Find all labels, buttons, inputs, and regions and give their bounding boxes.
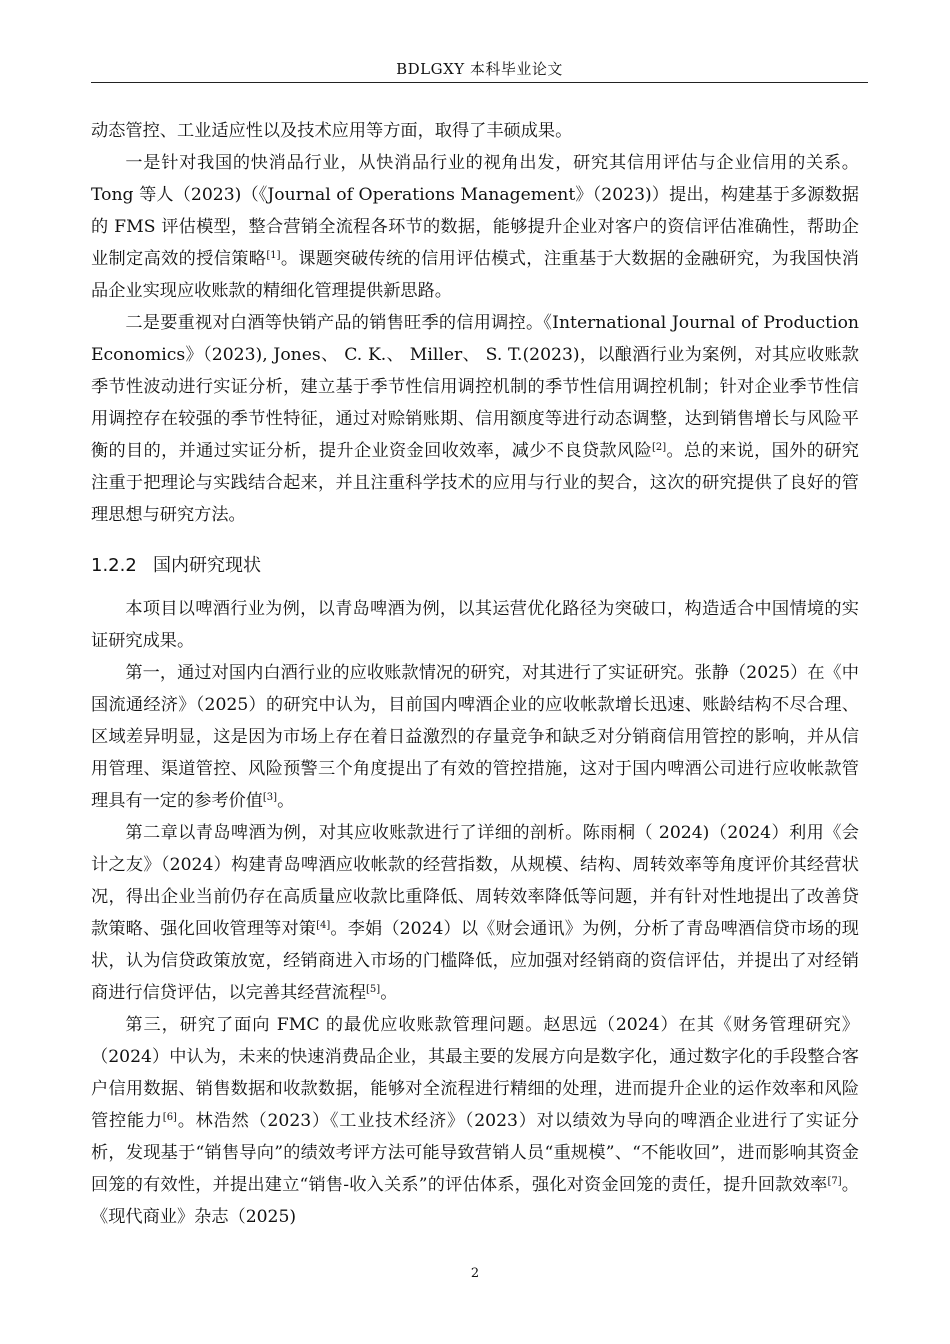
citation-ref[interactable]: [4] [316,920,331,931]
section-title: 国内研究现状 [153,555,261,576]
paragraph-domestic-3: 第三，研究了面向 FMC 的最优应收账款管理问题。赵思远（2024）在其《财务管理研究》（2024）中认为，未来的快速消费品企业，其最主要的发展方向是数字化，通过数字化的手段整合客户信用数据、销售数据和收款数据，能够对全流程进行精细的处理，进而提升企业的运作效率和风险管控能力[6]。林浩然（2023）《工业技术经济》（2023）对以绩效为导向的啤酒企业进行了实证分析，发现基于“销售导向”的绩效考评方法可能导致营销人员“重规模”、“不能收回”，进而影响其资金回笼的有效性，并提出建立“销售-收入关系”的评估体系，强化对资金回笼的责任，提升回款效率[7]。《现代商业》杂志（2025) [91,1015,859,1227]
paragraph-domestic-intro: 本项目以啤酒行业为例，以青岛啤酒为例，以其运营优化路径为突破口，构造适合中国情境的实证研究成果。 [91,599,859,651]
page-number: 2 [470,1266,480,1281]
paragraph-foreign-research-2: 二是要重视对白酒等快销产品的销售旺季的信用调控。《International Journal of Production Economics》（2023), Jones、 C. K.、 Miller、 S. T.(2023)，以酿酒行业为案例，对其应收账款季节性波动进行实证分析，建立基于季节性信用调控机制的季节性信用调控机制；针对企业季节性信用调控存在较强的季节性特征，通过对赊销账期、信用额度等进行动态调整，达到销售增长与风险平衡的目的，并通过实证分析，提升企业资金回收效率，减少不良贷款风险[2]。总的来说，国外的研究注重于把理论与实践结合起来，并且注重科学技术的应用与行业的契合，这次的研究提供了良好的管理思想与研究方法。 [91,313,859,525]
citation-ref[interactable]: [1] [266,250,281,261]
paragraph-domestic-1: 第一，通过对国内白酒行业的应收账款情况的研究，对其进行了实证研究。张静（2025）在《中国流通经济》（2025）的研究中认为，目前国内啤酒企业的应收帐款增长迅速、账龄结构不尽合理、区域差异明显，这是因为市场上存在着日益激烈的存量竞争和缺乏对分销商信用管控的影响，并从信用管理、渠道管控、风险预警三个角度提出了有效的管控措施，这对于国内啤酒公司进行应收帐款管理具有一定的参考价值[3]。 [91,663,859,811]
paragraph-domestic-2: 第二章以青岛啤酒为例，对其应收账款进行了详细的剖析。陈雨桐（ 2024)（2024）利用《会计之友》（2024）构建青岛啤酒应收帐款的经营指数，从规模、结构、周转效率等角度评价其经营状况，得出企业当前仍存在高质量应收款比重降低、周转效率降低等问题，并有针对性地提出了改善贷款策略、强化回收管理等对策[4]。李娟（2024）以《财会通讯》为例，分析了青岛啤酒信贷市场的现状，认为信贷政策放宽，经销商进入市场的门槛降低，应加强对经销商的资信评估，并提出了对经销商进行信贷评估，以完善其经营流程[5]。 [91,823,859,1003]
section-number: 1.2.2 [91,555,137,576]
page-body [91,115,859,1233]
citation-ref[interactable]: [6] [162,1112,177,1123]
header-divider [91,82,868,83]
citation-ref[interactable]: [3] [262,792,278,803]
citation-ref[interactable]: [2] [651,442,667,453]
citation-ref[interactable]: [7] [827,1176,842,1187]
paragraph-continuation: 动态管控、工业适应性以及技术应用等方面，取得了丰硕成果。 [91,121,573,141]
page-header: BDLGXY 本科毕业论文 [396,60,563,78]
citation-ref[interactable]: [5] [366,984,381,995]
section-heading [91,551,859,581]
paragraph-foreign-research-1: 一是针对我国的快消品行业，从快消品行业的视角出发，研究其信用评估与企业信用的关系。Tong 等人（2023)（《Journal of Operations Management》（2023)）提出，构建基于多源数据的 FMS 评估模型，整合营销全流程各环节的数据，能够提升企业对客户的资信评估准确性，帮助企业制定高效的授信策略[1]。课题突破传统的信用评估模式，注重基于大数据的金融研究，为我国快消品企业实现应收账款的精细化管理提供新思路。 [91,153,859,301]
